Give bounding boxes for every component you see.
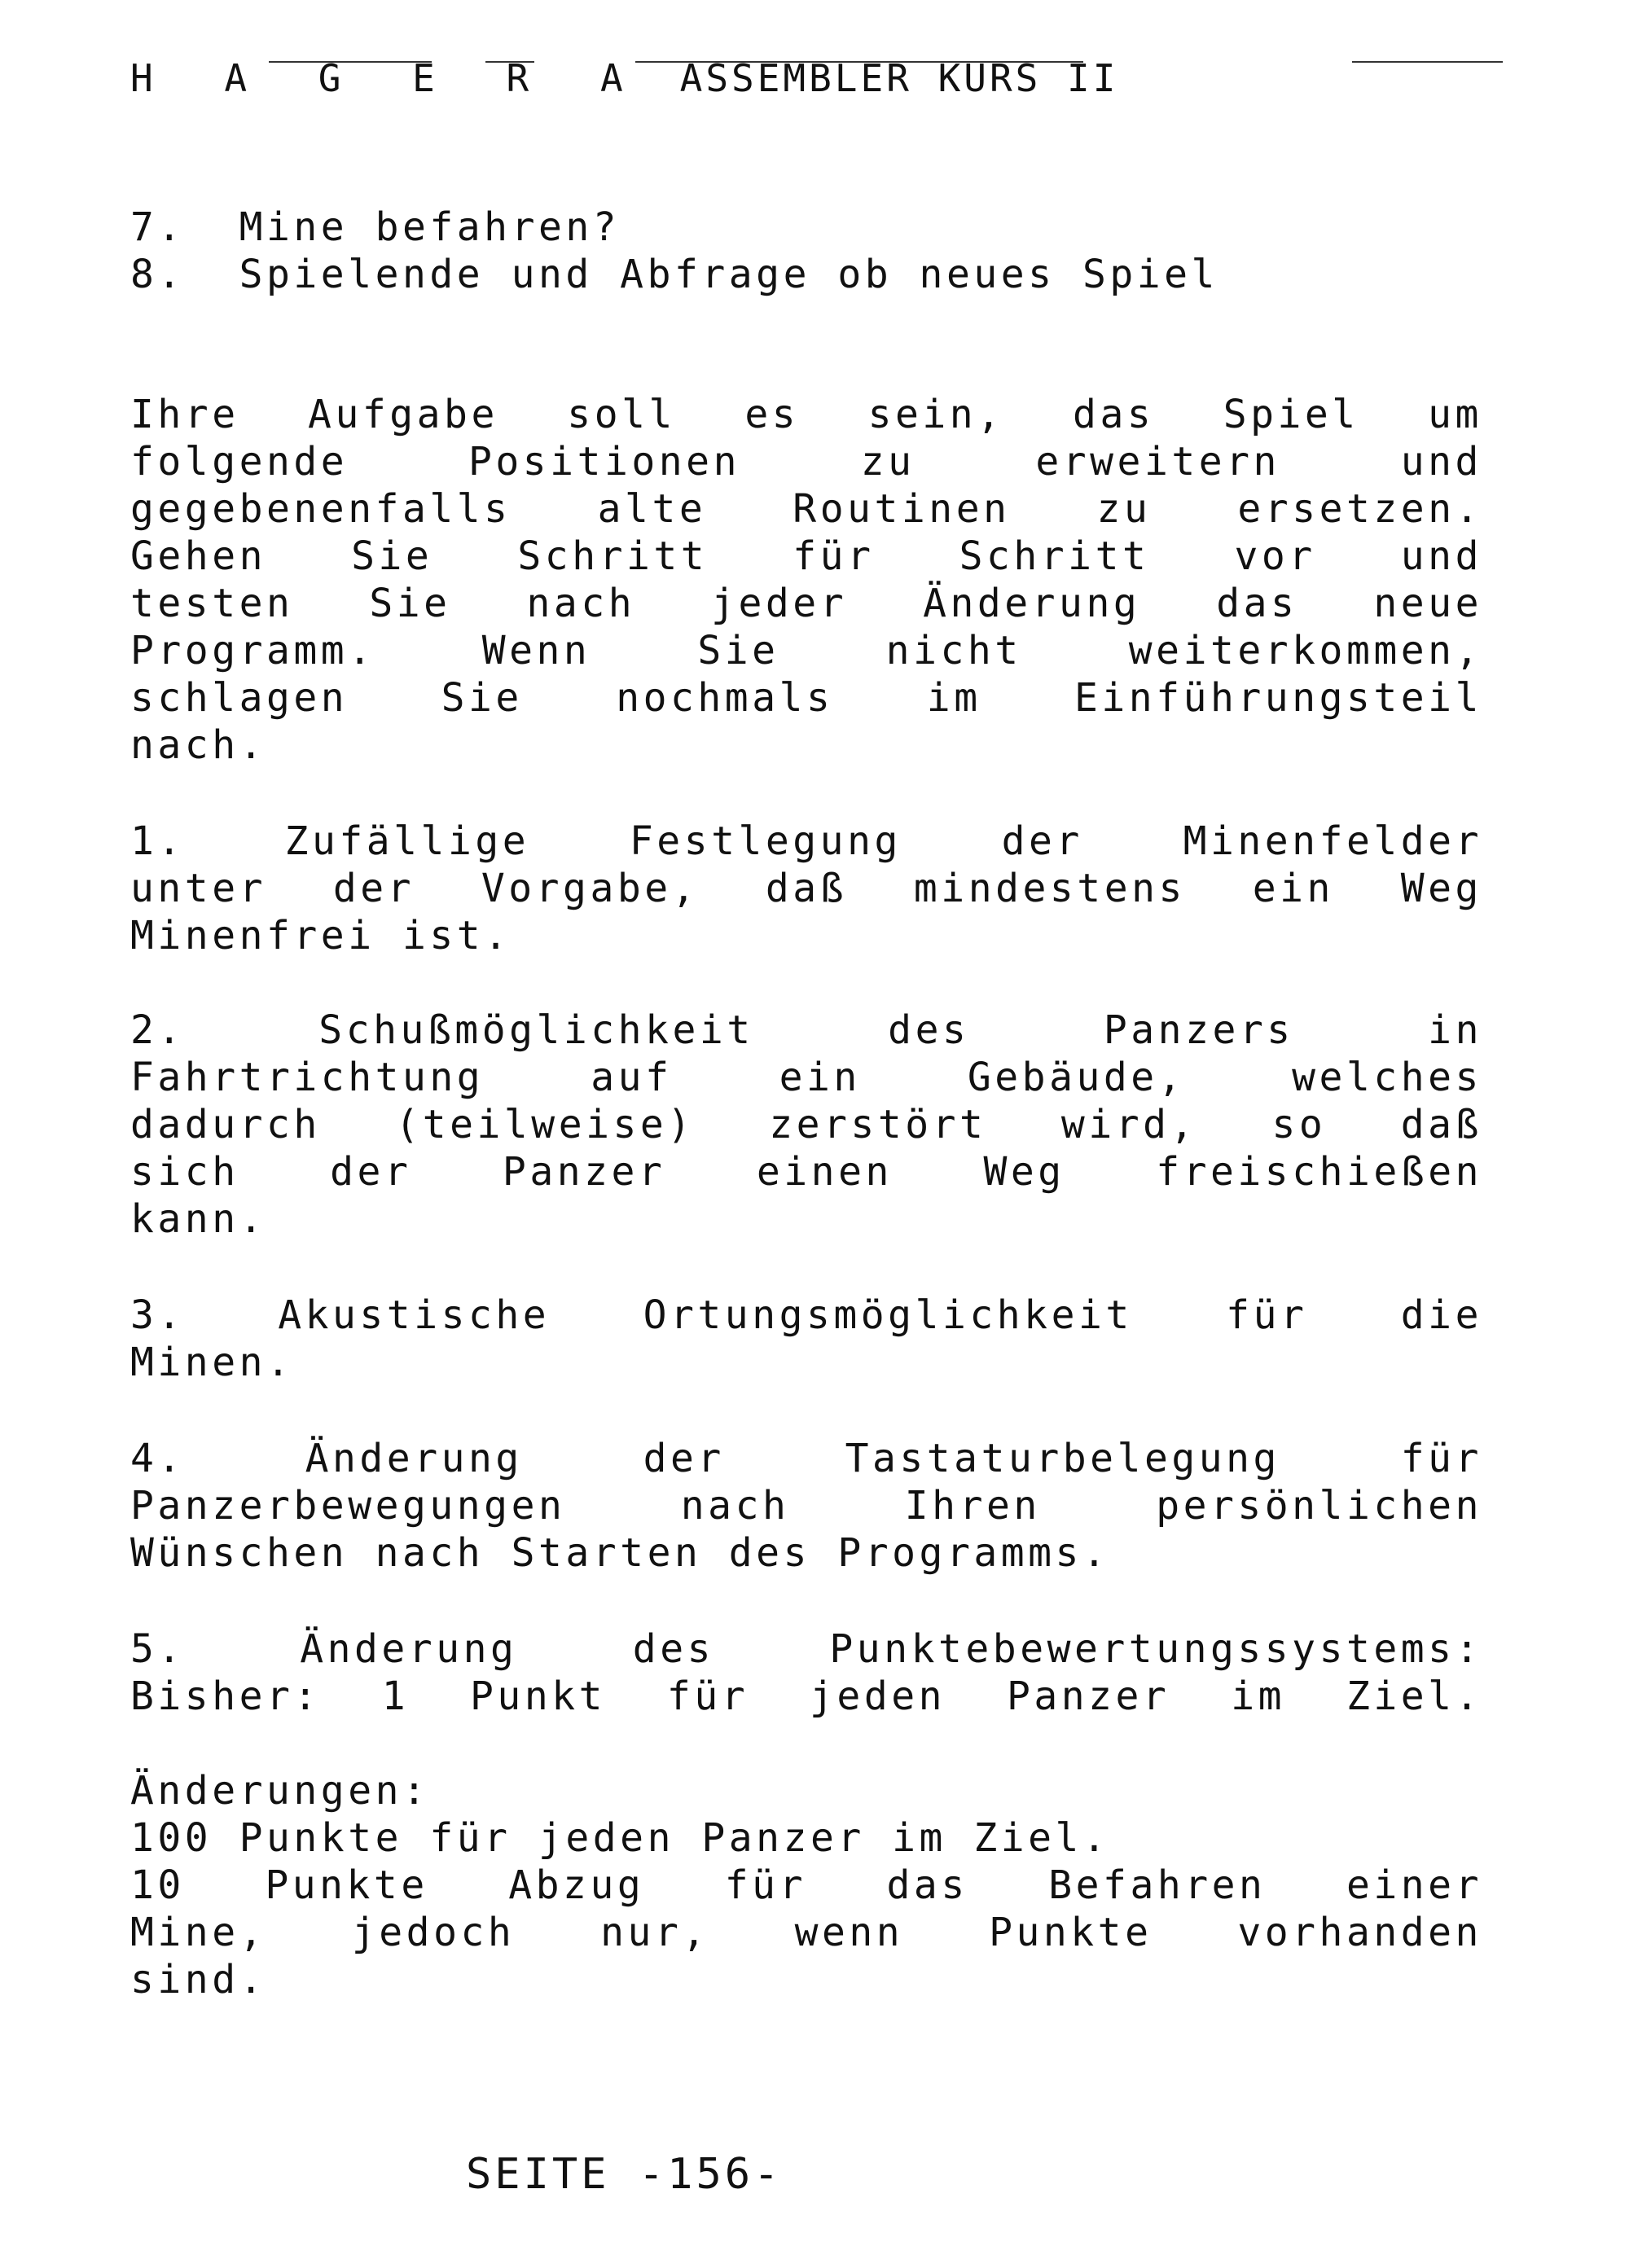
word: 3.	[130, 1292, 185, 1338]
word: es	[744, 392, 800, 437]
word: des	[888, 1007, 970, 1053]
word: der	[330, 1149, 412, 1195]
word: gegebenenfalls	[130, 486, 512, 532]
word: 10	[130, 1862, 185, 1908]
word: Änderung	[300, 1626, 518, 1672]
word: Aufgabe	[308, 392, 498, 437]
word: so	[1271, 1102, 1327, 1147]
word: der	[643, 1436, 725, 1481]
word: Ortungsmöglichkeit	[643, 1292, 1133, 1338]
word: und	[1400, 439, 1482, 485]
word: jeden	[810, 1674, 946, 1719]
word: Gebäude,	[967, 1055, 1186, 1100]
word: Panzerbewegungen	[130, 1483, 566, 1529]
changes-list	[130, 1767, 1515, 2003]
word: vor	[1234, 533, 1316, 579]
text-line	[130, 1292, 1482, 1339]
text-line	[130, 1148, 1482, 1195]
text-line	[130, 1435, 1482, 1482]
step-item: 7. Mine befahren?	[130, 204, 621, 250]
task-4	[130, 1435, 1515, 1577]
text-line	[130, 818, 1482, 865]
text-line	[130, 1625, 1482, 1673]
word: persönlichen	[1156, 1483, 1482, 1529]
word: Weg	[1400, 866, 1482, 911]
word: 4.	[130, 1436, 185, 1481]
word: Punkte	[265, 1862, 428, 1908]
word: Gehen	[130, 533, 266, 579]
word: jeder	[711, 581, 848, 626]
word: das	[886, 1862, 968, 1908]
word: Schritt	[517, 533, 709, 579]
word: dadurch	[130, 1102, 321, 1147]
text-line	[130, 438, 1482, 485]
task-5	[130, 1625, 1515, 1720]
word: schlagen	[130, 675, 349, 721]
word: Sie	[369, 581, 451, 626]
text-line: Minenfrei ist.	[130, 913, 512, 959]
word: Ihre	[130, 392, 239, 437]
word: Sie	[351, 533, 433, 579]
text-line	[130, 1909, 1482, 1956]
text-line	[130, 1101, 1482, 1148]
word: wenn	[794, 1910, 904, 1955]
word: soll	[567, 392, 676, 437]
word: die	[1400, 1292, 1482, 1338]
text-line: nach.	[130, 722, 266, 768]
word: Programm.	[130, 628, 375, 673]
word: für	[1400, 1436, 1482, 1481]
word: 1	[381, 1674, 410, 1719]
word: Spiel	[1223, 392, 1359, 437]
word: der	[332, 866, 415, 911]
word: jedoch	[351, 1910, 516, 1955]
text-line	[130, 627, 1482, 674]
word: einen	[756, 1149, 893, 1195]
word: für	[666, 1674, 749, 1719]
word: Ziel.	[1346, 1674, 1482, 1719]
word: Punktebewertungssystems:	[829, 1626, 1482, 1672]
word: ersetzen.	[1237, 486, 1482, 532]
word: um	[1428, 392, 1482, 437]
word: unter	[130, 866, 266, 911]
word: nicht	[885, 628, 1022, 673]
text-line: kann.	[130, 1196, 266, 1242]
word: vorhanden	[1237, 1910, 1482, 1955]
word: folgende	[130, 439, 349, 485]
task-2	[130, 1007, 1515, 1243]
word: Sie	[441, 675, 523, 721]
word: für	[724, 1862, 806, 1908]
word: Schritt	[959, 533, 1150, 579]
word: ein	[779, 1055, 861, 1100]
word: daß	[1400, 1102, 1482, 1147]
word: einer	[1346, 1862, 1482, 1908]
word: des	[632, 1626, 714, 1672]
word: mindestens	[913, 866, 1186, 911]
word: weiterkommen,	[1128, 628, 1482, 673]
text-line: Änderungen:	[130, 1768, 430, 1814]
word: für	[793, 533, 875, 579]
text-line	[130, 533, 1482, 580]
word: 1.	[130, 818, 185, 864]
word: daß	[765, 866, 848, 911]
word: Minenfelder	[1183, 818, 1482, 864]
word: Abzug	[508, 1862, 645, 1908]
word: Vorgabe,	[481, 866, 700, 911]
text-line: Wünschen nach Starten des Programms.	[130, 1530, 1110, 1576]
word: freischießen	[1156, 1149, 1482, 1195]
word: Routinen	[793, 486, 1011, 532]
intro-paragraph	[130, 391, 1515, 769]
word: 2.	[130, 1007, 185, 1053]
word: das	[1216, 581, 1298, 626]
word: nach	[526, 581, 636, 626]
word: Änderung	[923, 581, 1141, 626]
steps-continued	[130, 204, 1515, 298]
word: zu	[860, 439, 915, 485]
word: zu	[1096, 486, 1152, 532]
text-line	[130, 865, 1482, 912]
text-line	[130, 1862, 1482, 1909]
word: Punkt	[470, 1674, 607, 1719]
word: zerstört	[769, 1102, 987, 1147]
task-3	[130, 1292, 1515, 1386]
word: neue	[1373, 581, 1482, 626]
header-course-title: ASSEMBLER KURS II	[679, 56, 1119, 100]
text-line	[130, 1673, 1482, 1720]
word: Panzer	[502, 1149, 666, 1195]
text-line	[130, 1054, 1482, 1101]
word: auf	[591, 1055, 673, 1100]
text-line	[130, 1482, 1482, 1529]
word: Akustische	[278, 1292, 551, 1338]
word: Mine,	[130, 1910, 266, 1955]
word: alte	[597, 486, 707, 532]
word: 5.	[130, 1626, 185, 1672]
word: Wenn	[481, 628, 591, 673]
page-header	[130, 55, 1118, 101]
word: ein	[1252, 866, 1334, 911]
text-line	[130, 391, 1482, 438]
text-line	[130, 1007, 1482, 1054]
word: nach	[680, 1483, 790, 1529]
word: Einführungsteil	[1074, 675, 1482, 721]
word: Punkte	[989, 1910, 1153, 1955]
word: erweitern	[1035, 439, 1280, 485]
text-line: sind.	[130, 1957, 266, 2003]
word: Fahrtrichtung	[130, 1055, 485, 1100]
text-line	[130, 485, 1482, 533]
word: wird,	[1060, 1102, 1197, 1147]
word: nochmals	[616, 675, 834, 721]
word: Sie	[697, 628, 779, 673]
word: Befahren	[1048, 1862, 1267, 1908]
word: sich	[130, 1149, 239, 1195]
text-line	[130, 580, 1482, 627]
header-brand: H A G E R A	[130, 56, 648, 100]
word: Panzer	[1006, 1674, 1170, 1719]
header-rule	[1352, 61, 1503, 63]
word: im	[1231, 1674, 1286, 1719]
word: Tastaturbelegung	[845, 1436, 1280, 1481]
text-line: 100 Punkte für jeden Panzer im Ziel.	[130, 1815, 1110, 1861]
word: nur,	[600, 1910, 709, 1955]
task-1	[130, 818, 1515, 959]
word: Positionen	[468, 439, 740, 485]
word: und	[1400, 533, 1482, 579]
word: in	[1428, 1007, 1482, 1053]
text-line	[130, 674, 1482, 722]
word: (teilweise)	[395, 1102, 695, 1147]
text-line: Minen.	[130, 1340, 294, 1385]
word: Weg	[983, 1149, 1065, 1195]
word: Festlegung	[629, 818, 902, 864]
word: welches	[1292, 1055, 1482, 1100]
word: der	[1001, 818, 1083, 864]
word: im	[926, 675, 981, 721]
word: Zufällige	[284, 818, 530, 864]
word: Ihren	[904, 1483, 1041, 1529]
word: testen	[130, 581, 294, 626]
step-item: 8. Spielende und Abfrage ob neues Spiel	[130, 252, 1218, 297]
word: für	[1226, 1292, 1308, 1338]
word: Änderung	[305, 1436, 523, 1481]
word: das	[1073, 392, 1155, 437]
word: Bisher:	[130, 1674, 321, 1719]
page-number: SEITE -156-	[466, 2150, 783, 2199]
word: sein,	[867, 392, 1004, 437]
word: Schußmöglichkeit	[318, 1007, 754, 1053]
word: Panzers	[1103, 1007, 1294, 1053]
